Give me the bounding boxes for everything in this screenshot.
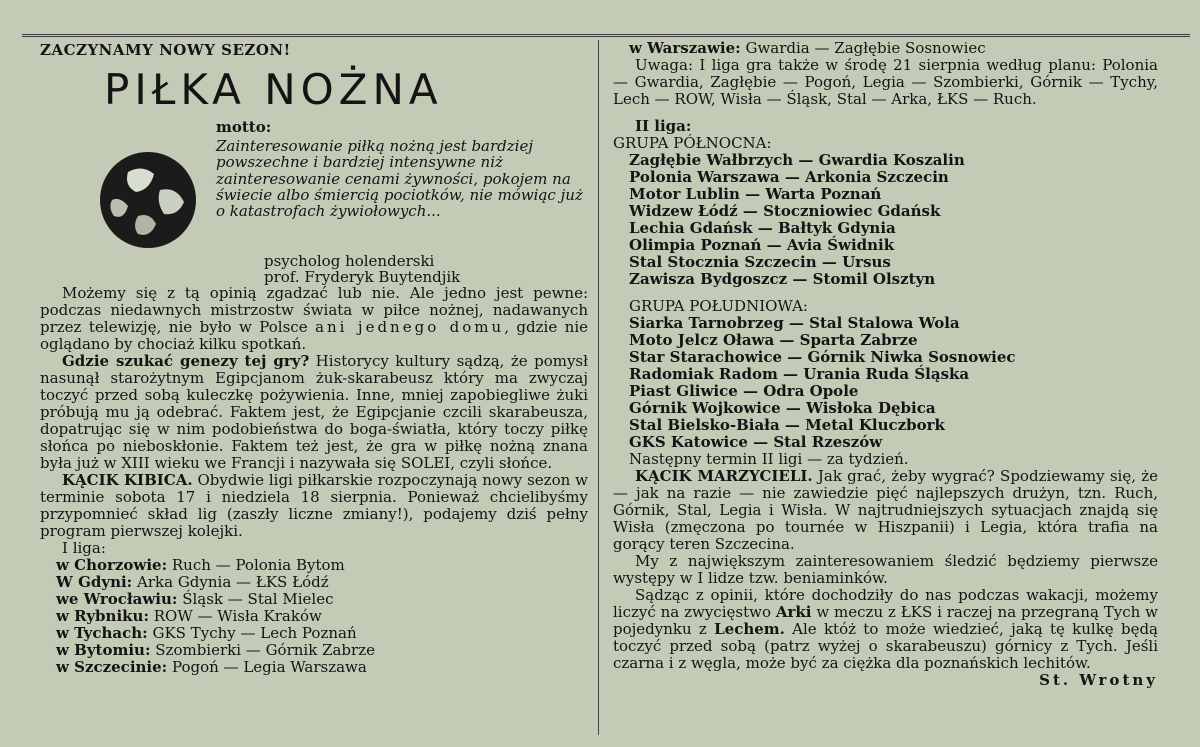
predictions-e: Ale któż to może wiedzieć, jaką tę kulkę będą toczyć przed sobą (patrz wyżej o skarabeuszu) górnicy z Tych. Jeśli czarna i z węgla, może być za ciężka dla poznańskich lechitów.	[613, 620, 1158, 672]
list-item: Lechia Gdańsk — Bałtyk Gdynia	[629, 219, 896, 237]
fixture-row	[56, 659, 588, 676]
list-item: GKS Katowice — Stal Rzeszów	[629, 433, 883, 451]
predictions-b: Arki	[775, 603, 812, 621]
list-item: Polonia Warszawa — Arkonia Szczecin	[629, 168, 949, 186]
fixture-match: GKS Tychy — Lech Poznań	[152, 624, 357, 642]
fixture-city: we Wrocławiu:	[56, 590, 178, 608]
list-item: Stal Bielsko-Biała — Metal Kluczbork	[629, 416, 945, 434]
paragraph-opinion	[40, 285, 588, 353]
paragraph-origins	[40, 353, 588, 472]
predictions-a: Sądząc z opinii, które dochodziły do nas podczas wakacji, możemy liczyć na zwycięstwo	[613, 586, 1158, 621]
motto-block	[40, 117, 588, 253]
fixture-match: ROW — Wisła Kraków	[153, 607, 322, 625]
spaced-phrase: ani jednego domu	[315, 318, 505, 336]
attribution-author: prof. Fryderyk Buytendjik	[264, 268, 461, 286]
fan-corner-lead: KĄCIK KIBICA.	[62, 471, 193, 489]
league2-label: II liga:	[635, 117, 692, 135]
fixture-list-north	[629, 152, 1158, 288]
fixture-row	[56, 608, 588, 625]
headline: PIŁKA NOŻNA	[104, 65, 443, 114]
fixture-row	[56, 642, 588, 659]
motto-text: Zainteresowanie piłką nożną jest bardziej powszechne i bardziej intensywne niż zainteresowanie cenami żywności, pokojem na świecie albo śmiercią pociotków, nie mówiąc już o katastrofach żywiołowych...	[216, 137, 583, 221]
list-item: Piast Gliwice — Odra Opole	[629, 382, 859, 400]
fixture-row	[629, 40, 1158, 57]
paragraph-predictions	[613, 587, 1158, 672]
dreamers-body: Jak grać, żeby wygrać? Spodziewamy się, że — jak na razie — nie zawiedzie pięć najlepszych drużyn, tzn. Ruch, Górnik, Stal, Legia i Wisła. W najtrudniejszych sytuacjach znajdą się Wisła (zmęczona po tournée w Hiszpanii) i Legia, która trafia na gorący teren Szczecina.	[613, 467, 1159, 553]
next-term: Następny termin II ligi — za tydzień.	[629, 450, 909, 468]
list-item: Zagłębie Wałbrzych — Gwardia Koszalin	[629, 151, 965, 169]
predictions-d: Lechem.	[714, 620, 785, 638]
fixture-row	[56, 625, 588, 642]
paragraph-fan-corner	[40, 472, 588, 540]
league1-label: I liga:	[62, 539, 106, 557]
paragraph-newcomers: My z największym zainteresowaniem śledzić będziemy pierwsze występy w I lidze tzw. beniaminków.	[613, 552, 1158, 587]
group-south-label: GRUPA POŁUDNIOWA:	[629, 297, 808, 315]
fixture-row	[56, 574, 588, 591]
fixture-match: Ruch — Polonia Bytom	[171, 556, 345, 574]
column-divider	[598, 40, 599, 735]
list-item: Star Starachowice — Górnik Niwka Sosnowiec	[629, 348, 1016, 366]
fixture-city: w Tychach:	[56, 624, 148, 642]
paragraph-opinion-c: , gdzie nie oglądano by chociaż kilku spotkań.	[40, 318, 588, 353]
fixture-list-south	[629, 315, 1158, 451]
list-item: Radomiak Radom — Urania Ruda Śląska	[629, 365, 970, 383]
origins-lead: Gdzie szukać genezy tej gry?	[62, 352, 310, 370]
fixture-list-league1	[56, 557, 588, 676]
fan-corner-body: Obydwie ligi piłkarskie rozpoczynają nowy sezon w terminie sobota 17 i niedziela 18 sierpnia. Ponieważ chcielibyśmy przypomnieć skład lig (zaszły liczne zmiany!), podajemy dziś pełny program pierwszej kolejki.	[40, 471, 589, 540]
attribution	[264, 253, 588, 285]
fixture-row	[56, 557, 588, 574]
note-midweek: Uwaga: I liga gra także w środę 21 sierpnia według planu: Polonia — Gwardia, Zagłębie — Pogoń, Legia — Szombierki, Górnik — Tychy, Lech — ROW, Wisła — Śląsk, Stal — Arka, ŁKS — Ruch.	[613, 56, 1158, 108]
group-north-label: GRUPA PÓŁNOCNA:	[613, 134, 772, 152]
motto-label: motto:	[216, 118, 272, 136]
paragraph-dreamers	[613, 468, 1158, 553]
list-item: Moto Jelcz Oława — Sparta Zabrze	[629, 331, 918, 349]
fixture-match: Pogoń — Legia Warszawa	[171, 658, 367, 676]
fixture-match: Gwardia — Zagłębie Sosnowiec	[745, 39, 986, 57]
list-item: Górnik Wojkowice — Wisłoka Dębica	[629, 399, 936, 417]
author-signature: St. Wrotny	[1039, 671, 1158, 689]
left-column	[40, 40, 588, 676]
fixture-city: w Szczecinie:	[56, 658, 168, 676]
list-item: Widzew Łódź — Stoczniowiec Gdańsk	[629, 202, 941, 220]
kicker: ZACZYNAMY NOWY SEZON!	[40, 41, 291, 59]
list-item: Zawisza Bydgoszcz — Stomil Olsztyn	[629, 270, 936, 288]
list-item: Siarka Tarnobrzeg — Stal Stalowa Wola	[629, 314, 960, 332]
attribution-role: psycholog holenderski	[264, 252, 435, 270]
paragraph-opinion-a: Możemy się z tą opinią zgadzać lub nie. Ale jedno jest pewne: podczas niedawnych mistrzostw świata w piłce nożnej, nadawanych przez telewizję, nie było w Polsce	[40, 284, 588, 336]
origins-body: Historycy kultury sądzą, że pomysł nasunął starożytnym Egipcjanom żuk-skarabeusz który ma zwyczaj toczyć przed sobą kuleczkę pożywienia. Inne, mniej zapobiegliwe żuki próbują mu ją odebrać. Faktem jest, że Egipcjanie czcili skarabeusza, dopatrując się w nim podobieństwa do boga-światła, który toczy piłkę słońca po nieboskłonie. Faktem też jest, że gra w piłkę nożną znana była już w XIII wieku we Francji i nazywała się SOLEI, czyli słońce.	[40, 352, 588, 472]
football-icon	[98, 150, 198, 250]
fixture-match: Śląsk — Stal Mielec	[182, 590, 334, 608]
list-item: Stal Stocznia Szczecin — Ursus	[629, 253, 891, 271]
top-rule	[22, 34, 1190, 37]
fixture-row	[56, 591, 588, 608]
predictions-c: w meczu z ŁKS i raczej na przegraną Tych w pojedynku z	[613, 603, 1158, 638]
right-column	[613, 40, 1158, 689]
list-item: Motor Lublin — Warta Poznań	[629, 185, 882, 203]
list-item: Olimpia Poznań — Avia Świdnik	[629, 236, 895, 254]
dreamers-lead: KĄCIK MARZYCIELI.	[635, 467, 813, 485]
fixture-city: w Bytomiu:	[56, 641, 151, 659]
fixture-city: w Chorzowie:	[56, 556, 168, 574]
fixture-city: w Warszawie:	[629, 39, 741, 57]
fixture-city: W Gdyni:	[56, 573, 133, 591]
fixture-city: w Rybniku:	[56, 607, 149, 625]
fixture-match: Szombierki — Górnik Zabrze	[155, 641, 375, 659]
fixture-match: Arka Gdynia — ŁKS Łódź	[137, 573, 329, 591]
